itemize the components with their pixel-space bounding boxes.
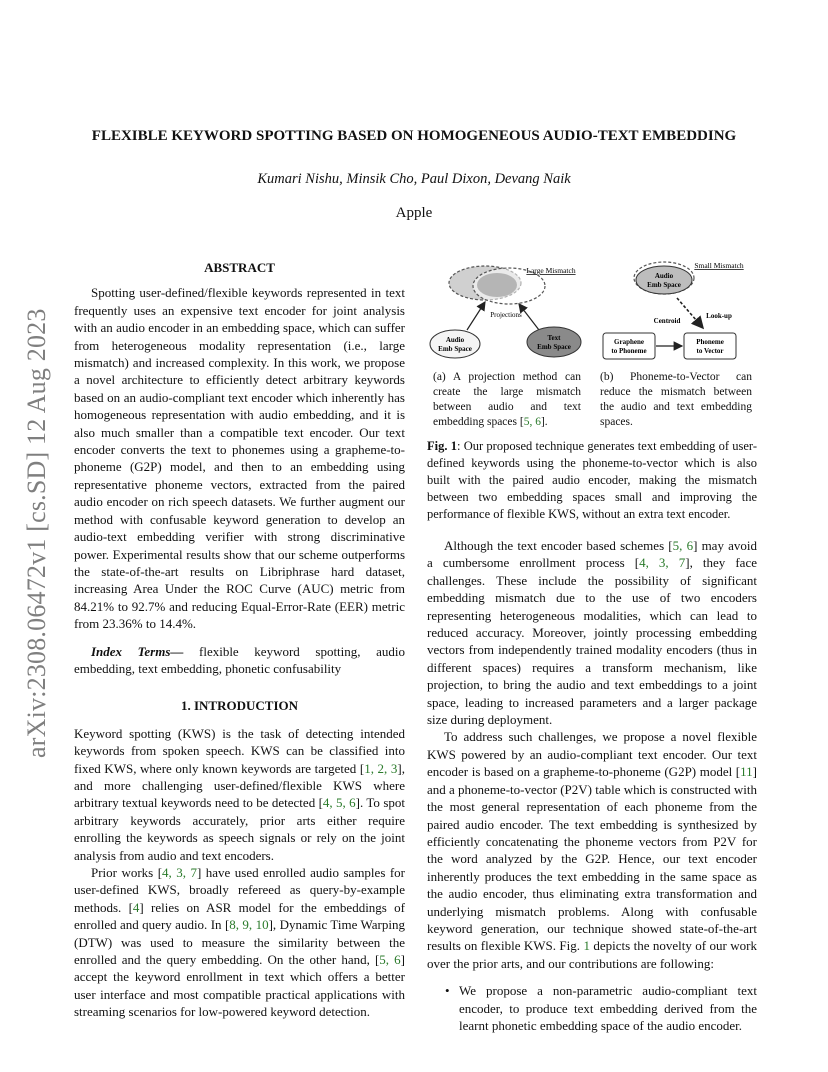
citation-link[interactable]: 4, 5, 6 <box>322 795 356 811</box>
small-mismatch-label: Small Mismatch <box>694 261 744 270</box>
text-run: ], Dynamic Time Warping (DTW) was used to measure the similarity between the enrolled and the query embedding. On the other hand, [ <box>74 917 405 968</box>
text-run: To address such challenges, we propose a novel flexible KWS powered by an audio-compliant text encoder. Our text encoder is based on a grapheme-to-phoneme (G2P) model [ <box>427 729 757 780</box>
citation-link[interactable]: 5, 6 <box>672 538 694 553</box>
figure-1 <box>427 256 757 428</box>
left-column <box>74 259 405 1021</box>
large-mismatch-label: Large Mismatch <box>526 266 576 275</box>
audio-emb-label-a-1: Audio <box>445 336 465 344</box>
text-run: ] accept the keyword enrollment in text which offers a better user interface and most compatible practical applications with streaming scenarios for low-powered keyword detection. <box>74 952 406 1020</box>
text-run: Although the text encoder based schemes [ <box>444 538 673 553</box>
g2p-box <box>603 333 655 359</box>
intro-paragraph-2 <box>74 864 405 1021</box>
caption-text: : Our proposed technique generates text embedding of user-defined keywords using the phoneme-to-vector which is also built with the paired audio encoder, making the mismatch between two embedding spaces small and improving the performance of flexible KWS, without an extra text encoder. <box>427 439 757 521</box>
text-run: ]. To spot arbitrary keywords accurately, prior arts either require enrolling the keywords as speech signals or rely on the joint analysis from audio and text encoders. <box>74 795 405 863</box>
centroid-label: Centroid <box>653 317 681 325</box>
intro-paragraph-1 <box>74 725 405 864</box>
abstract-heading: ABSTRACT <box>204 260 275 275</box>
index-terms-text: flexible keyword spotting, audio embedding, text embedding, phonetic confusability <box>74 643 405 676</box>
text-run: (a) A projection method can create the large mismatch between audio and text embedding spaces [ <box>433 371 581 428</box>
audio-emb-label-b-1: Audio <box>654 272 674 280</box>
subcaption-a <box>433 370 581 430</box>
text-run: ] and a phoneme-to-vector (P2V) table which is constructed with the most general representation of each phoneme from the paired audio encoder. The text embedding is synthesized by efficiently concatenating the phoneme vectors from P2V for the word analyzed by the G2P. Hence, our text encoder inherently produces the text embedding in the same space as the audio encoder, thus eliminating extra transformation and underlying mismatch problems. Along with confusable keyword generation, our technique showed state-of-the-art results on flexible KWS. Fig. <box>427 764 757 954</box>
contribution-list <box>427 982 757 1034</box>
g2p-label-1: Graphene <box>614 338 644 346</box>
figure-link[interactable]: 1 <box>583 938 590 954</box>
audio-emb-space-a <box>430 330 480 358</box>
audio-emb-space-b <box>636 266 692 294</box>
text-run: ] have used enrolled audio samples for user-defined KWS, broadly refereed as query-by-example methods. [ <box>74 865 406 915</box>
citation-link[interactable]: 5, 6 <box>523 416 541 428</box>
text-run: Prior works [ <box>91 865 163 880</box>
subcaption-b: (b) Phoneme-to-Vector can reduce the mismatch between the audio and text embedding spaces. <box>600 371 752 428</box>
g2p-label-2: to Phoneme <box>611 347 647 355</box>
text-emb-space-a <box>527 327 581 357</box>
citation-link[interactable]: 1, 2, 3 <box>364 760 398 776</box>
text-run: ], they face challenges. These include the possibility of significant embedding mismatch due to the use of two encoders representing heterogeneous modalities, which can lead to reduced accuracy. Moreover, jointly processing embedding vectors from independently trained modality encoders (thus in different spaces) requires a transform mechanism, like projection, to bring the audio and text embeddings to a joint space, leading to increased parameters and a larger package size during deployment. <box>427 555 757 728</box>
text-run: ] relies on ASR model for the embeddings of enrolled and query audio. In [ <box>74 899 405 933</box>
text-emb-label-a-2: Emb Space <box>537 343 571 351</box>
paper-title: FLEXIBLE KEYWORD SPOTTING BASED ON HOMOGENEOUS AUDIO-TEXT EMBEDDING <box>91 128 737 144</box>
overlap-ellipse <box>477 273 517 297</box>
p2v-label-1: Phoneme <box>696 338 724 346</box>
introduction-heading: 1. INTRODUCTION <box>180 698 298 714</box>
centroid-arrow <box>677 298 703 328</box>
figure-1-diagram <box>427 256 757 368</box>
abstract-body: Spotting user-defined/flexible keywords represented in text frequently uses an expensive text encoder for joint analysis with an audio encoder in an embedding space, which can suffer from heterogeneous modality representation (i.e., large mismatch) and increased complexity. In this work, we propose a novel architecture to efficiently detect arbitrary keywords based on an audio-compliant text encoder which inherently has homogeneous representation with audio embedding, and it is also much smaller than a compatible text encoder. Our text encoder converts the text to phonemes using a grapheme-to-phoneme (G2P) model, and then to an embedding using representative phoneme vectors, extracted from the paired audio encoder on rich speech datasets. We further augment our method with confusable keyword generation to develop an audio-text embedding verifier with strong discriminative power. Experimental results show that our scheme outperforms the state-of-the-art results on Libriphrase hard dataset, increasing Area Under the ROC Curve (AUC) metric from 84.21% to 92.7% and reducing Equal-Error-Rate (EER) metric from 23.36% to 14.4%. <box>74 285 405 632</box>
citation-link[interactable]: 8, 9, 10 <box>229 917 269 933</box>
paper-authors: Kumari Nishu, Minsik Cho, Paul Dixon, Devang Naik <box>257 171 571 187</box>
figure-label: Fig. 1 <box>427 439 457 453</box>
citation-link[interactable]: 11 <box>740 764 753 780</box>
citation-link[interactable]: 4, 3, 7 <box>162 865 197 880</box>
index-terms <box>74 643 405 678</box>
arxiv-side-stamp: arXiv:2308.06472v1 [cs.SD] 12 Aug 2023 <box>22 308 51 758</box>
diagram-b <box>603 261 744 359</box>
text-run: Keyword spotting (KWS) is the task of detecting intended keywords from spoken speech. KWS can be classified into fixed KWS, where only known keywords are targeted [ <box>74 725 405 776</box>
text-run: depicts the novelty of our work over the prior arts, and our contributions are following: <box>427 938 757 971</box>
citation-link[interactable]: 5, 6 <box>379 952 401 968</box>
text-run: ] may avoid a cumbersome enrollment process [ <box>427 538 757 571</box>
text-run: ]. <box>540 416 548 428</box>
text-emb-label-a-1: Text <box>547 334 561 342</box>
text-run: ], and more challenging user-defined/flexible KWS where arbitrary textual keywords need to be detected [ <box>74 760 405 811</box>
citation-link[interactable]: 4 <box>132 899 140 915</box>
right-paragraph-2 <box>427 728 757 972</box>
audio-emb-label-a-2: Emb Space <box>438 345 472 353</box>
lookup-label: Look-up <box>706 312 732 320</box>
audio-emb-label-b-2: Emb Space <box>647 281 681 289</box>
p2v-box <box>684 333 736 359</box>
projection-arrow-left <box>467 302 485 330</box>
right-column <box>427 256 757 1034</box>
figure-1-caption <box>427 438 757 523</box>
paper-affiliation: Apple <box>395 205 433 221</box>
index-terms-label: Index Terms— <box>91 643 184 659</box>
projections-label: Projections <box>490 311 522 319</box>
contribution-item: • We propose a non-parametric audio-compliant text encoder, to produce text embedding derived from the learnt phonetic embedding space of the audio encoder. <box>459 982 757 1034</box>
diagram-a <box>430 266 581 358</box>
right-paragraph-1 <box>427 537 757 728</box>
p2v-label-2: to Vector <box>696 347 724 355</box>
citation-link[interactable]: 4, 3, 7 <box>639 555 686 571</box>
projection-arrow-right <box>519 304 539 330</box>
